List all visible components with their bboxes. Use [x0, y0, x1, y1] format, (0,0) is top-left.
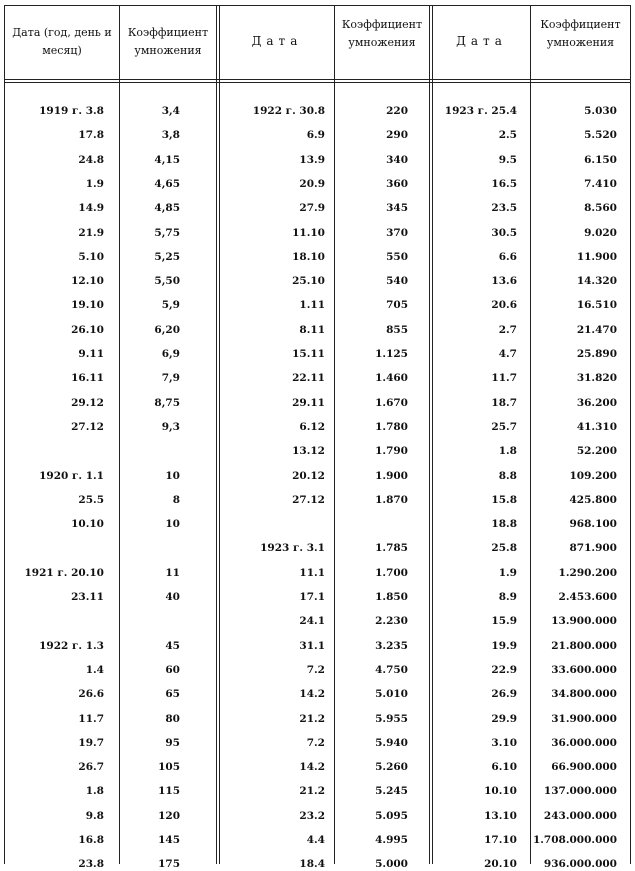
coef-cell: 10	[165, 469, 180, 482]
coef-cell: 5,9	[161, 299, 180, 312]
coef-cell: 41.310	[576, 420, 617, 433]
coef-cell: 36.200	[576, 396, 617, 409]
date-cell: 24.8	[78, 153, 104, 166]
coef-cell: 705	[386, 299, 408, 312]
date-cell: 7.2	[306, 663, 325, 676]
coef-cell: 4,65	[154, 177, 180, 190]
coef-cell: 2.230	[375, 615, 408, 628]
coef-cell: 3,8	[161, 129, 180, 142]
coef-cell: 11	[165, 566, 180, 579]
date-cell: 20.6	[491, 299, 517, 312]
coef-cell: 1.125	[375, 348, 408, 360]
date-cell: 15.9	[491, 615, 517, 628]
coef-cell: 115	[158, 785, 180, 798]
date-cell: 13.12	[292, 445, 325, 458]
date-cell: 8.9	[498, 591, 517, 603]
coef-cell: 7.410	[584, 177, 617, 190]
rule-right	[630, 5, 631, 864]
rule-col2a	[216, 5, 217, 864]
coef-cell: 243.000.000	[543, 809, 617, 822]
header-date-2: Дата	[251, 34, 303, 48]
date-cell: 1922 г. 30.8	[252, 105, 325, 117]
rule-left	[4, 5, 5, 864]
date-cell: 4.4	[306, 834, 325, 846]
coef-cell: 109.200	[569, 469, 617, 482]
date-cell: 2.5	[498, 129, 517, 142]
rule-col4a	[429, 5, 430, 864]
date-cell: 18.4	[299, 858, 325, 871]
date-cell: 16.8	[78, 834, 104, 846]
rule-col5	[530, 5, 531, 864]
date-cell: 31.1	[299, 639, 325, 652]
coef-cell: 65	[165, 688, 180, 701]
date-cell: 16.5	[491, 177, 517, 190]
date-cell: 1923 г. 3.1	[260, 542, 325, 555]
coef-cell: 9.020	[584, 226, 617, 239]
coef-cell: 66.900.000	[551, 761, 617, 774]
date-cell: 25.7	[491, 420, 517, 433]
coef-cell: 10	[165, 518, 180, 531]
date-cell: 6.9	[306, 129, 325, 142]
date-cell: 1919 г. 3.8	[39, 105, 104, 117]
date-cell: 21.9	[78, 226, 104, 239]
coef-cell: 1.700	[375, 566, 408, 579]
rule-col2b	[219, 5, 220, 864]
coef-cell: 16.510	[576, 299, 617, 312]
coef-cell: 5.095	[375, 809, 408, 822]
date-cell: 19.9	[491, 639, 517, 652]
date-cell: 19.7	[78, 736, 104, 749]
date-cell: 1921 г. 20.10	[24, 566, 104, 579]
coef-cell: 45	[165, 639, 180, 652]
date-cell: 13.9	[299, 153, 325, 166]
coef-cell: 4.995	[375, 834, 408, 846]
date-cell: 23.8	[78, 858, 104, 871]
date-cell: 6.12	[299, 420, 325, 433]
coef-cell: 6,9	[161, 348, 180, 360]
date-cell: 17.1	[299, 591, 325, 603]
date-cell: 7.2	[306, 736, 325, 749]
rule-col4b	[432, 5, 433, 864]
coef-cell: 145	[158, 834, 180, 846]
coef-cell: 52.200	[576, 445, 617, 458]
coef-cell: 13.900.000	[551, 615, 617, 628]
coef-cell: 95	[165, 736, 180, 749]
date-cell: 20.9	[299, 177, 325, 190]
rule-col3	[334, 5, 335, 864]
coef-cell: 1.850	[375, 591, 408, 603]
date-cell: 1920 г. 1.1	[39, 469, 104, 482]
header-date-1: Дата (год, день и месяц)	[12, 26, 112, 57]
coef-cell: 31.820	[576, 372, 617, 385]
date-cell: 15.8	[491, 493, 517, 506]
date-cell: 14.2	[299, 761, 325, 774]
date-cell: 10.10	[484, 785, 517, 798]
coef-cell: 5.000	[375, 858, 408, 871]
date-cell: 1.9	[85, 177, 104, 190]
coef-cell: 5.010	[375, 688, 408, 701]
coef-cell: 1.900	[375, 469, 408, 482]
header-coef-2: Коэффициент умножения	[341, 18, 423, 49]
date-cell: 5.10	[78, 250, 104, 263]
coef-cell: 855	[386, 323, 408, 336]
coef-cell: 1.785	[375, 542, 408, 555]
coef-cell: 370	[386, 226, 408, 239]
coef-cell: 34.800.000	[551, 688, 617, 701]
coef-cell: 25.890	[576, 348, 617, 360]
coef-cell: 6.150	[584, 153, 617, 166]
date-cell: 14.2	[299, 688, 325, 701]
coef-cell: 80	[165, 712, 180, 725]
coef-cell: 1.870	[375, 493, 408, 506]
coef-cell: 175	[158, 858, 180, 871]
coef-cell: 31.900.000	[551, 712, 617, 725]
date-cell: 11.7	[491, 372, 517, 385]
date-cell: 9.11	[78, 348, 104, 360]
coef-cell: 8	[172, 493, 180, 506]
coef-cell: 290	[386, 129, 408, 142]
date-cell: 27.12	[71, 420, 104, 433]
date-cell: 4.7	[498, 348, 517, 360]
date-cell: 1.11	[299, 299, 325, 312]
coef-cell: 5.520	[584, 129, 617, 142]
coef-cell: 1.790	[375, 445, 408, 458]
header-coef-1: Коэффициент умножения	[127, 26, 209, 57]
rule-header-1	[4, 79, 631, 80]
date-cell: 26.9	[491, 688, 517, 701]
date-cell: 24.1	[299, 615, 325, 628]
date-cell: 23.11	[71, 591, 104, 603]
coef-cell: 3.235	[375, 639, 408, 652]
coef-cell: 33.600.000	[551, 663, 617, 676]
date-cell: 9.8	[85, 809, 104, 822]
date-cell: 25.8	[491, 542, 517, 555]
coef-cell: 5.260	[375, 761, 408, 774]
coef-cell: 5.030	[584, 105, 617, 117]
coef-cell: 1.670	[375, 396, 408, 409]
date-cell: 13.10	[484, 809, 517, 822]
coef-cell: 5,75	[154, 226, 180, 239]
date-cell: 17.8	[78, 129, 104, 142]
coef-cell: 105	[158, 761, 180, 774]
date-cell: 25.10	[292, 275, 325, 288]
date-cell: 22.11	[292, 372, 325, 385]
coef-cell: 968.100	[569, 518, 617, 531]
date-cell: 27.12	[292, 493, 325, 506]
coef-cell: 360	[386, 177, 408, 190]
coef-cell: 8.560	[584, 202, 617, 215]
date-cell: 29.12	[71, 396, 104, 409]
coef-cell: 1.290.200	[558, 566, 617, 579]
coef-cell: 5,25	[154, 250, 180, 263]
date-cell: 3.10	[491, 736, 517, 749]
date-cell: 10.10	[71, 518, 104, 531]
date-cell: 23.2	[299, 809, 325, 822]
coef-cell: 5.955	[375, 712, 408, 725]
coef-cell: 9,3	[161, 420, 180, 433]
date-cell: 27.9	[299, 202, 325, 215]
coef-cell: 550	[386, 250, 408, 263]
coef-cell: 220	[386, 105, 408, 117]
date-cell: 8.8	[498, 469, 517, 482]
coef-cell: 425.800	[569, 493, 617, 506]
date-cell: 6.6	[498, 250, 517, 263]
coef-cell: 871.900	[569, 542, 617, 555]
coef-cell: 60	[165, 663, 180, 676]
date-cell: 23.5	[491, 202, 517, 215]
date-cell: 1923 г. 25.4	[444, 105, 517, 117]
coef-cell: 21.800.000	[551, 639, 617, 652]
date-cell: 22.9	[491, 663, 517, 676]
date-cell: 14.9	[78, 202, 104, 215]
date-cell: 21.2	[299, 785, 325, 798]
date-cell: 29.9	[491, 712, 517, 725]
coef-cell: 14.320	[576, 275, 617, 288]
coef-cell: 2.453.600	[558, 591, 617, 603]
coef-cell: 1.460	[375, 372, 408, 385]
coef-cell: 36.000.000	[551, 736, 617, 749]
date-cell: 21.2	[299, 712, 325, 725]
date-cell: 1.8	[498, 445, 517, 458]
date-cell: 26.10	[71, 323, 104, 336]
coef-cell: 3,4	[161, 105, 180, 117]
date-cell: 1.8	[85, 785, 104, 798]
date-cell: 29.11	[292, 396, 325, 409]
coef-cell: 1.780	[375, 420, 408, 433]
date-cell: 11.1	[299, 566, 325, 579]
coef-cell: 5.245	[375, 785, 408, 798]
coef-cell: 4,15	[154, 153, 180, 166]
date-cell: 26.7	[78, 761, 104, 774]
date-cell: 12.10	[71, 275, 104, 288]
date-cell: 18.7	[491, 396, 517, 409]
date-cell: 1922 г. 1.3	[39, 639, 104, 652]
date-cell: 26.6	[78, 688, 104, 701]
coef-cell: 11.900	[576, 250, 617, 263]
header-coef-3: Коэффициент умножения	[540, 18, 621, 49]
coef-cell: 540	[386, 275, 408, 288]
coef-cell: 936.000.000	[543, 858, 617, 871]
date-cell: 13.6	[491, 275, 517, 288]
coef-cell: 1.708.000.000	[532, 834, 617, 846]
date-cell: 6.10	[491, 761, 517, 774]
date-cell: 15.11	[292, 348, 325, 360]
date-cell: 19.10	[71, 299, 104, 312]
coef-cell: 4,85	[154, 202, 180, 215]
date-cell: 11.7	[78, 712, 104, 725]
coef-cell: 4.750	[375, 663, 408, 676]
date-cell: 11.10	[292, 226, 325, 239]
coef-cell: 5,50	[154, 275, 180, 288]
date-cell: 16.11	[71, 372, 104, 385]
coef-cell: 120	[158, 809, 180, 822]
date-cell: 17.10	[484, 834, 517, 846]
coef-cell: 7,9	[161, 372, 180, 385]
date-cell: 9.5	[498, 153, 517, 166]
date-cell: 18.10	[292, 250, 325, 263]
coef-cell: 137.000.000	[543, 785, 617, 798]
coef-cell: 6,20	[154, 323, 180, 336]
date-cell: 25.5	[78, 493, 104, 506]
coef-cell: 340	[386, 153, 408, 166]
date-cell: 18.8	[491, 518, 517, 531]
date-cell: 8.11	[299, 323, 325, 336]
date-cell: 2.7	[498, 323, 517, 336]
date-cell: 1.4	[85, 663, 104, 676]
rule-top	[4, 5, 631, 6]
rule-col1	[119, 5, 120, 864]
date-cell: 20.10	[484, 858, 517, 871]
coef-cell: 8,75	[154, 396, 180, 409]
coef-cell: 345	[386, 202, 408, 215]
rule-header-2	[4, 82, 631, 83]
header-date-3: Дата	[456, 34, 507, 48]
date-cell: 30.5	[491, 226, 517, 239]
coef-cell: 21.470	[576, 323, 617, 336]
coef-cell: 40	[165, 591, 180, 603]
coef-cell: 5.940	[375, 736, 408, 749]
date-cell: 1.9	[498, 566, 517, 579]
date-cell: 20.12	[292, 469, 325, 482]
